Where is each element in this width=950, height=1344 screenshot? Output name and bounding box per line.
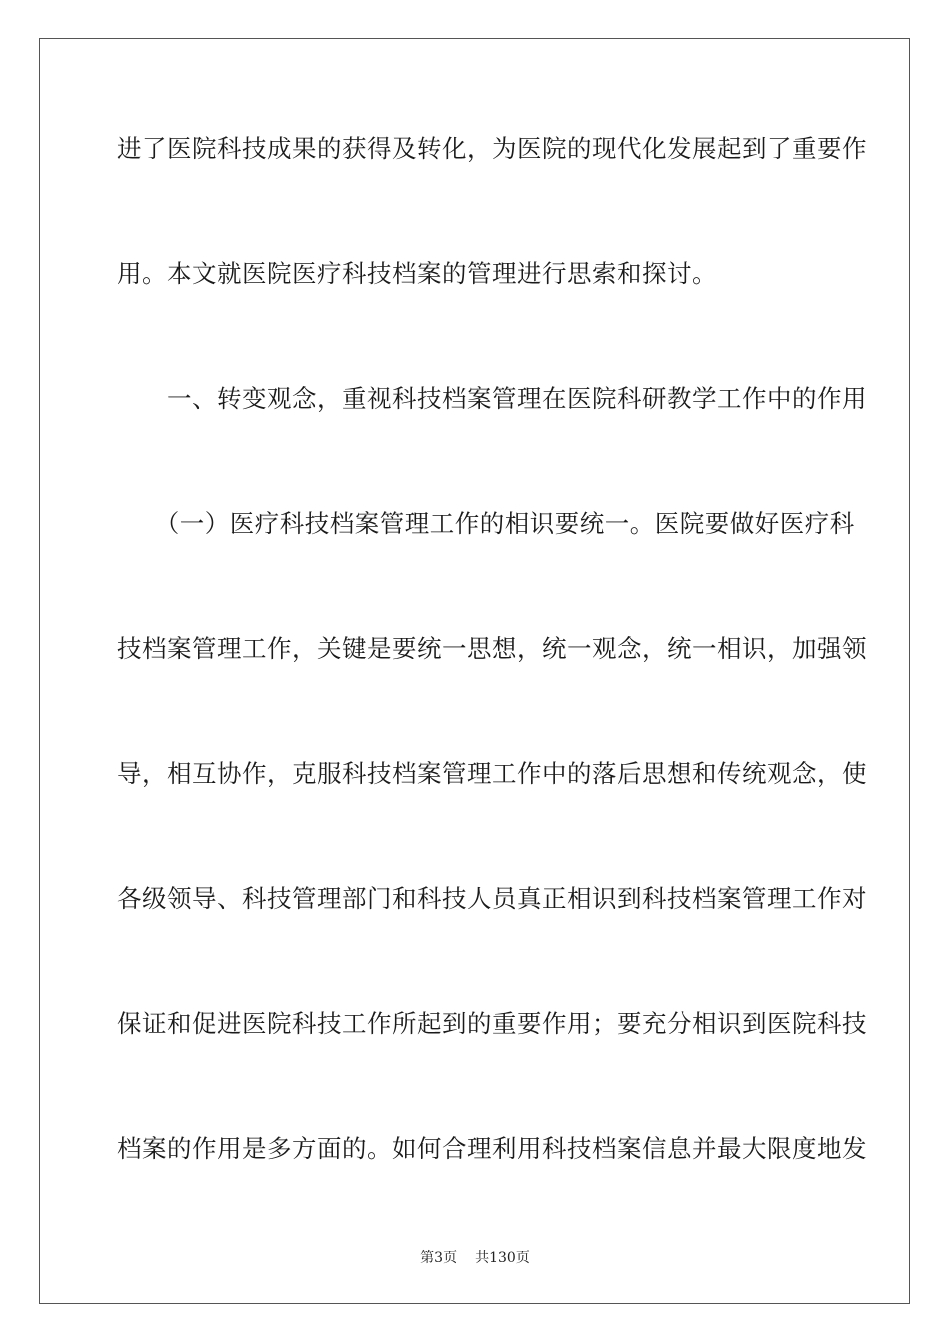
paragraph-line-3: 技档案管理工作，关键是要统一思想，统一观念，统一相识，加强领 — [117, 634, 867, 663]
page-border — [39, 38, 910, 1304]
paragraph-line-7: 档案的作用是多方面的。如何合理利用科技档案信息并最大限度地发 — [117, 1134, 867, 1163]
page-number: 第3页 — [420, 1250, 458, 1266]
paragraph-line-6: 保证和促进医院科技工作所起到的重要作用；要充分相识到医院科技 — [117, 1009, 867, 1038]
section-heading-line: 一、转变观念，重视科技档案管理在医院科研教学工作中的作用 — [117, 384, 867, 413]
paragraph-line-4: 导，相互协作，克服科技档案管理工作中的落后思想和传统观念，使 — [117, 759, 867, 788]
paragraph-line-1: 进了医院科技成果的获得及转化，为医院的现代化发展起到了重要作 — [117, 134, 867, 163]
paragraph-line-2: 用。本文就医院医疗科技档案的管理进行思索和探讨。 — [117, 259, 717, 288]
page-total: 共130页 — [475, 1250, 530, 1266]
paragraph-line-5: 各级领导、科技管理部门和科技人员真正相识到科技档案管理工作对 — [117, 884, 867, 913]
subsection-line-1: （一）医疗科技档案管理工作的相识要统一。医院要做好医疗科 — [117, 509, 855, 538]
page-footer — [0, 1248, 950, 1268]
